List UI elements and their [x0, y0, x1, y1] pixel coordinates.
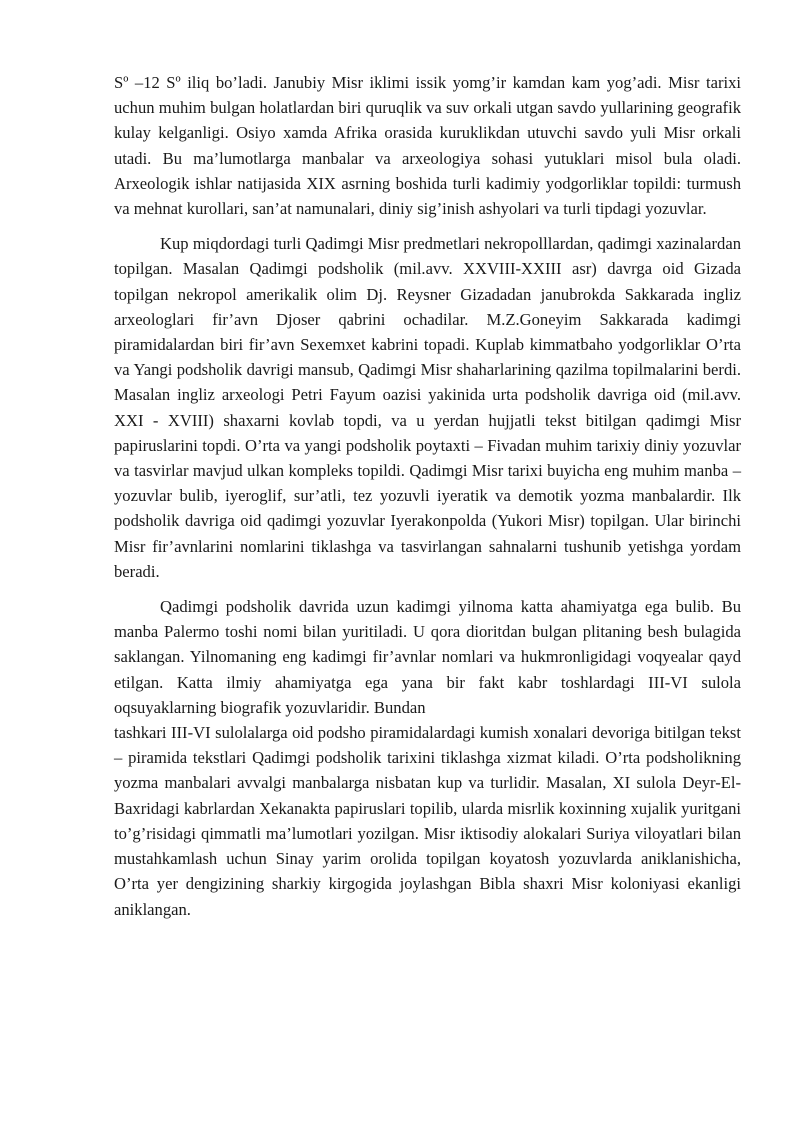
paragraph-climate-and-trade: Sº –12 Sº iliq bo’ladi. Janubiy Misr iklimi issik yomg’ir kamdan kam yog’adi. Misr tarixi uchun muhim bulgan holatlardan biri quruqlik va suv orkali utgan savdo yullarining geografik kulay kelganligi. Osiyo xamda Afrika orasida kuruklikdan utuvchi savdo yuli Misr orkali utadi. Bu ma’lumotlarga manbalar va arxeologiya sohasi yutuklari misol bula oladi. Arxeologik ishlar natijasida XIX asrning boshida turli kadimiy yodgorliklar topildi: turmush va mehnat kurollari, san’at namunalari, diniy sig’inish ashyolari va turli tipdagi yozuvlar.	[114, 73, 741, 219]
document-page	[114, 70, 741, 932]
paragraph-necropolis-finds: Kup miqdordagi turli Qadimgi Misr predmetlari nekropolllardan, qadimgi xazinalardan topilgan. Masalan Qadimgi podsholik (mil.avv. XXVIII-XXIII asr) davrga oid Gizada topilgan nekropol amerikalik olim Dj. Reysner Gizadadan janubrokda Sakkarada ingliz arxeologlari fir’avn Djoser qabrini ochadilar. M.Z.Goneyim Sakkarada kadimgi piramidalardan biri fir’avn Sexemxet kabrini topadi. Kuplab kimmatbaho yodgorliklar O’rta va Yangi podsholik davrigi mansub, Qadimgi Misr shaharlarining qazilma topilmalarini berdi. Masalan ingliz arxeologi Petri Fayum oazisi yakinida urta podsholik davriga oid (mil.avv. XXI - XVIII) shaxarni kovlab topdi, va u yerdan hujjatli tekst bitilgan qadimgi Misr papiruslarini topdi. O’rta va yangi podsholik poytaxti – Fivadan muhim tarixiy diniy yozuvlar va tasvirlar mavjud ulkan kompleks topildi. Qadimgi Misr tarixi buyicha eng muhim manba – yozuvlar bulib, iyeroglif, sur’atli, tez yozuvli iyeratik va demotik yozma manbalardir. Ilk podsholik davriga oid qadimgi yozuvlar Iyerakonpolda (Yukori Misr) topilgan. Ular birinchi Misr fir’avnlarini nomlarini tiklashga va tasvirlangan sahnalarni tushunib yetishga yordam beradi.	[114, 234, 741, 581]
paragraph-palermo-stone: Qadimgi podsholik davrida uzun kadimgi yilnoma katta ahamiyatga ega bulib. Bu manba Palermo toshi nomi bilan yuritiladi. U qora dioritdan bulgan plitaning besh bulagida saklangan. Yilnomaning eng kadimgi fir’avnlar nomlari va hukmronligidagi voqyealar qayd etilgan. Katta ilmiy ahamiyatga ega yana bir fakt kabr toshlardagi III-VI sulola oqsuyaklarning biografik yozuvlaridir. Bundan	[114, 597, 741, 717]
paragraph-pyramid-texts: tashkari III-VI sulolalarga oid podsho piramidalardagi kumish xonalari devoriga bitilgan tekst – piramida tekstlari Qadimgi podsholik tarixini tiklashga xizmat kiladi. O’rta podsholikning yozma manbalari avvalgi manbalarga nisbatan kup va turlidir. Masalan, XI sulola Deyr-El-Baxridagi kabrlardan Xekanakta papiruslari topilib, ularda misrlik koxinning xujalik yuritgani to’g’risidagi qimmatli ma’lumotlari yozilgan. Misr iktisodiy alokalari Suriya viloyatlari bilan mustahkamlash uchun Sinay yarim orolida topilgan koyatosh yozuvlarda aniklanishicha, O’rta yer dengizining sharkiy kirgogida joylashgan Bibla shaxri Misr koloniyasi ekanligi aniklangan.	[114, 723, 741, 919]
